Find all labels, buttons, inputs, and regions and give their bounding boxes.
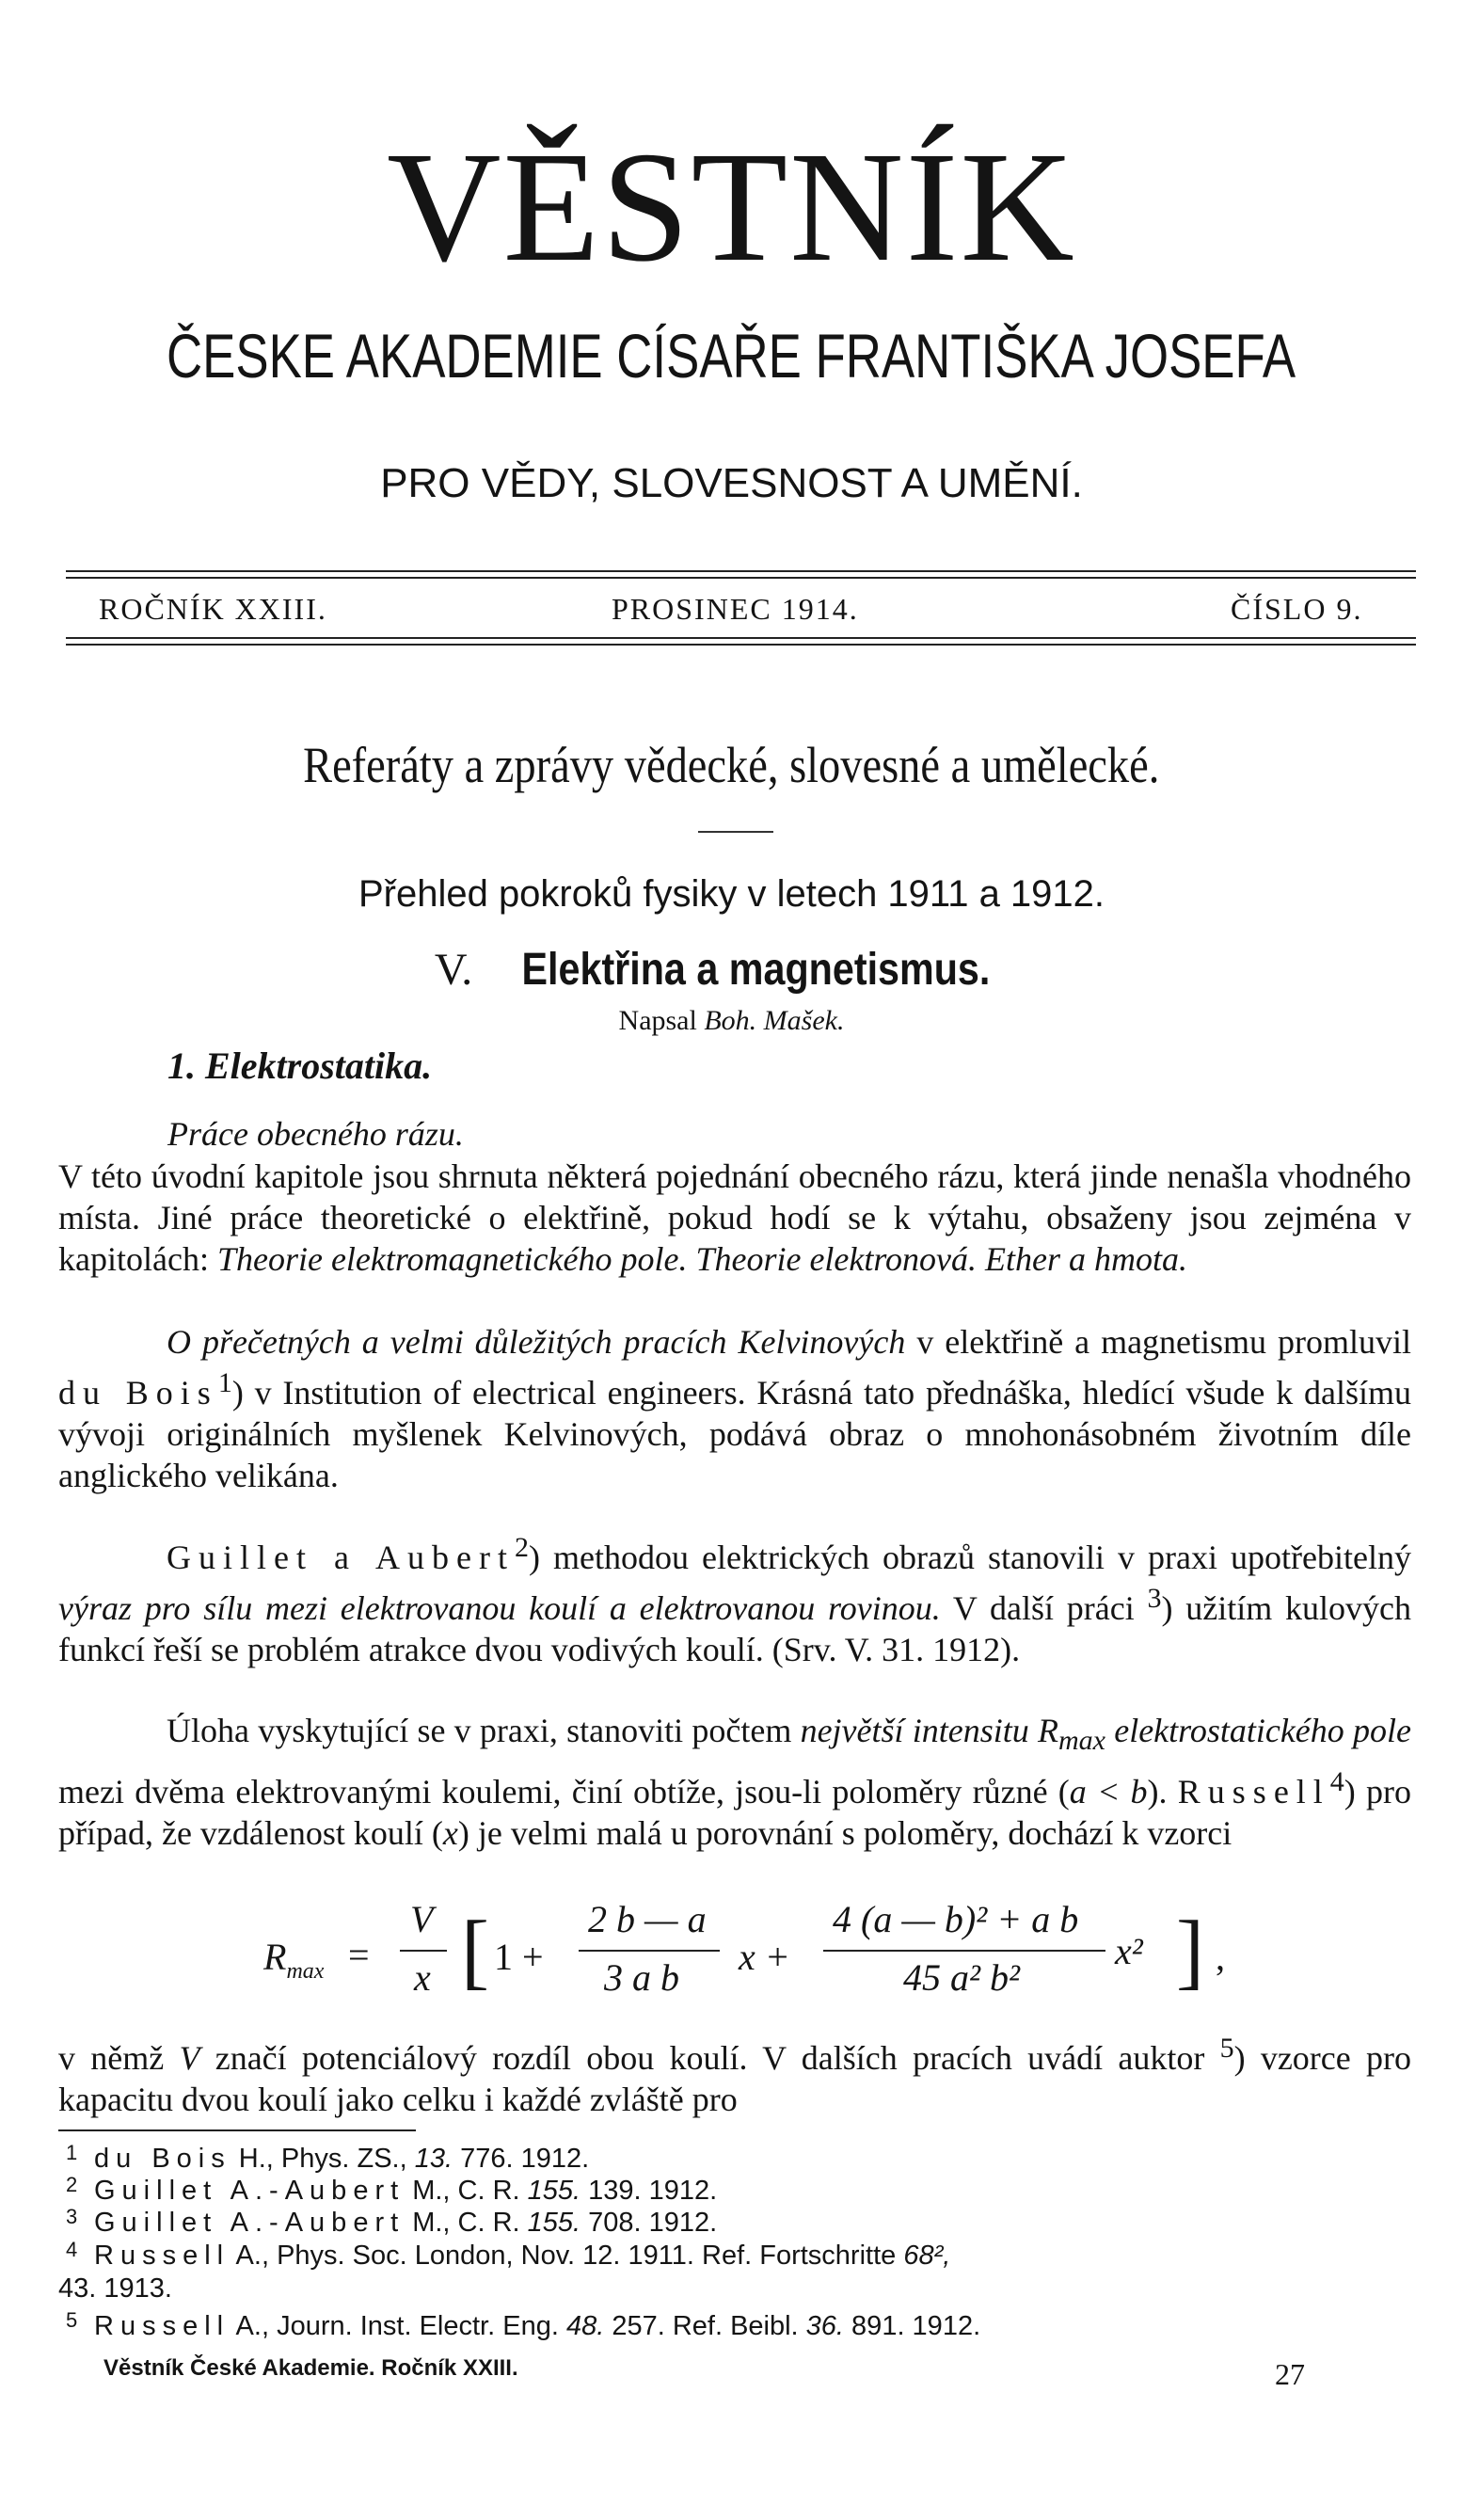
p4-author: Russell xyxy=(1177,1773,1330,1811)
p4-text-end: ) je velmi malá u porovnání s poloměry, dochází k vzorci xyxy=(457,1814,1232,1853)
footnote-3-text-end: 708. 1912. xyxy=(580,2208,718,2238)
issue-rule-bottom-2 xyxy=(66,644,1416,646)
p1-text: V této úvodní kapitole jsou shrnuta některá pojednání obecného rázu, která jinde nenašla vhodného místa. Jiné práce theoretické o elektřině, pokud hodí se k výtahu, obsaženy jsou zejména v kapitolách: xyxy=(58,1157,1411,1278)
footnote-4 xyxy=(66,2238,951,2272)
p3-emph: výraz pro sílu mezi elektrovanou koulí a elektrovanou rovinou. xyxy=(58,1589,941,1627)
p3-authors: Guillet a Aubert xyxy=(167,1539,516,1576)
footnote-2-text: M., C. R. xyxy=(405,2176,528,2206)
academy-name xyxy=(0,318,1463,393)
formula-left-bracket: [ xyxy=(461,1905,489,1998)
footnote-2-volume: 155. xyxy=(527,2176,581,2206)
issue-date: PROSINEC 1914. xyxy=(612,592,859,626)
subsection-heading: 1. Elektrostatika. xyxy=(167,1045,433,1087)
masthead-subtitle xyxy=(0,458,1463,509)
p2-emph: O přečetných a velmi důležitých pracích Kelvinových xyxy=(167,1323,906,1361)
p5-text: v němž xyxy=(58,2039,180,2077)
paragraph-5 xyxy=(58,2028,1411,2120)
p4-rmax: R xyxy=(1038,1712,1058,1749)
p5-v: V xyxy=(179,2039,200,2077)
p4-rmax-sub: max xyxy=(1058,1725,1105,1757)
academy-name-text: ČESKE AKADEMIE CÍSAŘE FRANTIŠKA JOSEFA xyxy=(167,321,1296,391)
p4-footnote-ref: 4 xyxy=(1329,1766,1344,1798)
footnote-5-author: Russell xyxy=(94,2311,231,2341)
formula-lhs xyxy=(263,1935,324,1985)
p1-chapters: Theorie elektromagnetického pole. Theorie elektronová. Ether a hmota. xyxy=(216,1240,1188,1278)
masthead-title-text: VĚSTNÍK xyxy=(387,120,1076,295)
p2-text: v elektřině a magnetismu promluvil xyxy=(905,1323,1411,1361)
footnote-2-text-end: 139. 1912. xyxy=(580,2176,718,2206)
paragraph-2 xyxy=(58,1321,1411,1496)
article-title xyxy=(0,870,1463,917)
formula-one-plus: 1 + xyxy=(494,1936,544,1978)
masthead-subtitle-text: PRO VĚDY, SLOVESNOST A UMĚNÍ. xyxy=(380,460,1083,506)
formula-f1-num: V xyxy=(410,1898,434,1940)
p2-footnote-ref: 1 xyxy=(217,1367,232,1398)
paragraph-label: Práce obecného rázu. xyxy=(167,1115,464,1153)
chapter-title-text: Elektřina a magnetismus. xyxy=(521,945,991,995)
formula-lhs-r: R xyxy=(263,1936,287,1978)
footnote-1-volume: 13. xyxy=(414,2144,453,2174)
p4-text-4: ) pro případ, že vzdálenost koulí ( xyxy=(58,1773,1412,1853)
author-prefix: Napsal xyxy=(618,1005,697,1036)
formula-f1-bar xyxy=(400,1950,447,1952)
issue-rule-top-2 xyxy=(66,577,1416,579)
footnote-1-number: 1 xyxy=(66,2141,78,2164)
p4-x: x xyxy=(442,1814,458,1853)
paragraph-3 xyxy=(58,1527,1411,1670)
footnote-2 xyxy=(66,2173,718,2207)
author-name: Boh. Mašek. xyxy=(704,1005,845,1036)
article-title-text: Přehled pokroků fysiky v letech 1911 a 1912. xyxy=(358,873,1105,915)
formula-f2-num: 2 b — a xyxy=(588,1898,707,1940)
paragraph-1 xyxy=(58,1156,1411,1280)
footnote-5-text-end: 891. 1912. xyxy=(844,2311,981,2341)
p3-footnote-ref: 2 xyxy=(515,1532,530,1563)
p5-text-end: ) vzorce pro kapacitu dvou koulí jako celku i každé zvláště pro xyxy=(58,2039,1411,2118)
formula-lhs-sub: max xyxy=(286,1959,325,1984)
p5-footnote-ref: 5 xyxy=(1219,2033,1234,2064)
author-line xyxy=(0,1003,1463,1039)
footnote-3-volume: 155. xyxy=(527,2208,581,2238)
footnote-4-number: 4 xyxy=(66,2238,78,2261)
p4-text-3: ). xyxy=(1147,1773,1178,1811)
p4-text-2: mezi dvěma elektrovanými koulemi, činí obtíže, jsou-li poloměry různé ( xyxy=(58,1773,1070,1811)
formula-f3-bar xyxy=(823,1950,1105,1952)
p2-author: du Bois xyxy=(58,1374,218,1412)
formula-comma: , xyxy=(1216,1936,1225,1978)
footnote-4-text: A., Phys. Soc. London, Nov. 12. 1911. Ref. Fortschritte xyxy=(230,2241,904,2271)
page-number: 27 xyxy=(1275,2357,1305,2391)
formula-f2-den: 3 a b xyxy=(604,1956,679,1999)
footnote-4-volume: 68², xyxy=(903,2241,951,2271)
footnote-5 xyxy=(66,2308,981,2342)
formula-f1-den: x xyxy=(414,1956,431,1999)
p2-text-end: ) v Institution of electrical engineers. Krásná tato přednáška, hledící všude k dalšímu vývoji originálních myšlenek Kelvinových, podává obraz o mnohonásobném životním díle anglického velikána. xyxy=(58,1374,1411,1494)
section-heading xyxy=(0,734,1463,796)
formula-x-plus: x + xyxy=(739,1936,790,1978)
footnote-1-text-end: 776. 1912. xyxy=(453,2144,590,2174)
chapter-title xyxy=(0,943,1463,997)
footnote-rule xyxy=(58,2129,416,2131)
footnote-5-text: A., Journ. Inst. Electr. Eng. xyxy=(230,2311,566,2341)
footnote-3-author: Guillet A.-Aubert xyxy=(94,2208,406,2238)
footnote-4-continuation: 43. 1913. xyxy=(58,2273,172,2304)
formula xyxy=(254,1898,1251,2014)
footnote-1-text: H., Phys. ZS., xyxy=(231,2144,415,2174)
footnote-2-author: Guillet A.-Aubert xyxy=(94,2176,406,2206)
p4-emph-2: elektrostatického pole xyxy=(1105,1712,1412,1749)
p4-inequality: a < b xyxy=(1069,1773,1148,1811)
formula-f3-den: 45 a² b² xyxy=(903,1956,1020,1999)
footnote-3-number: 3 xyxy=(66,2205,78,2228)
footnote-5-number: 5 xyxy=(66,2308,78,2332)
p4-text: Úloha vyskytující se v praxi, stanoviti počtem xyxy=(167,1712,801,1749)
footnote-3-text: M., C. R. xyxy=(405,2208,528,2238)
p4-emph: největší intensitu xyxy=(800,1712,1029,1749)
footer-journal: Věstník České Akademie. Ročník XXIII. xyxy=(103,2355,518,2381)
p3-text-2: V další práci xyxy=(940,1589,1148,1627)
chapter-number: V. xyxy=(434,945,473,995)
footnote-5-text-2: 257. Ref. Beibl. xyxy=(604,2311,806,2341)
formula-x-squared: x² xyxy=(1115,1930,1143,1972)
issue-rule-bottom xyxy=(66,637,1416,639)
p3-text-end: ) užitím kulových funkcí řeší se problém atrakce dvou vodivých koulí. (Srv. V. 31. 1912). xyxy=(58,1589,1411,1668)
footnote-4-author: Russell xyxy=(94,2241,231,2271)
formula-f2-bar xyxy=(579,1950,720,1952)
issue-number: ČÍSLO 9. xyxy=(1231,592,1363,626)
issue-volume: ROČNÍK XXIII. xyxy=(99,592,327,626)
paragraph-4 xyxy=(58,1710,1411,1854)
footnote-1-author: du Bois xyxy=(94,2144,231,2174)
issue-rule-top xyxy=(66,570,1416,572)
footnote-1 xyxy=(66,2141,590,2175)
formula-right-bracket: ] xyxy=(1176,1905,1204,1998)
masthead-title xyxy=(0,118,1463,296)
footnote-2-number: 2 xyxy=(66,2173,78,2196)
p5-text-2: značí potenciálový rozdíl obou koulí. V dalších pracích uvádí auktor xyxy=(199,2039,1220,2077)
footnote-5-volume-2: 36. xyxy=(805,2311,844,2341)
footnote-3 xyxy=(66,2205,718,2239)
footnote-5-volume: 48. xyxy=(565,2311,605,2341)
formula-f3-num: 4 (a — b)² + a b xyxy=(833,1898,1079,1940)
p3-text: ) methodou elektrických obrazů stanovili v praxi upotřebitelný xyxy=(529,1539,1411,1576)
p3-footnote-ref-2: 3 xyxy=(1147,1583,1162,1614)
section-heading-text: Referáty a zprávy vědecké, slovesné a umělecké. xyxy=(303,737,1160,793)
heading-divider xyxy=(698,831,773,833)
formula-equals: = xyxy=(348,1934,370,1976)
